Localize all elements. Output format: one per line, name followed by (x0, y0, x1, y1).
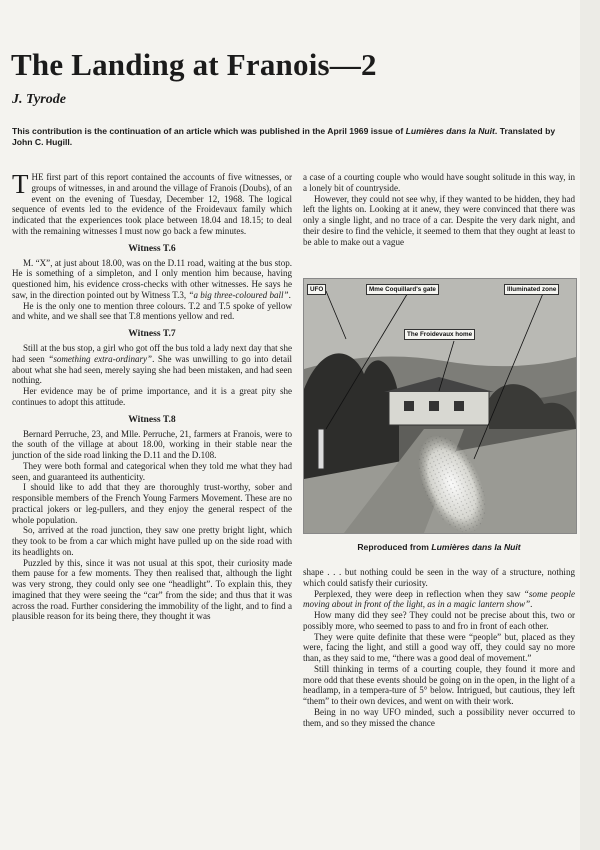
adjacent-page-edge (580, 0, 600, 850)
house-window (454, 401, 464, 411)
t6-quote: “a big three-coloured ball” (188, 289, 289, 300)
label-gate: Mme Coquillard's gate (366, 284, 439, 295)
t8-paragraph-4: So, arrived at the road junction, they saw one pretty bright light, which they took to be from a car which might have pulled up on the side road with its headlights on. (12, 525, 292, 557)
photo-illustration (304, 279, 576, 533)
opening-text: HE first part of this report contained the accounts of five witnesses, or groups of witnesses, in and around the village of Franois (Doubs), of an event on the evening of Tuesday, December 12, 1968. The logical sequence of events led to the evidence of the Froidevaux family which indicated that the experiences took place between 18.04 and 18.15; to deal with the remaining witnesses I must now go back a few minutes. (12, 172, 292, 236)
intro-note (12, 126, 567, 148)
t6-paragraph-2: He is the only one to mention three colours. T.2 and T.5 spoke of yellow and white, and we shall see that T.8 mentions yellow and red. (12, 300, 292, 322)
drop-cap: T (12, 169, 29, 199)
figure-caption (303, 542, 575, 552)
p4-quote: “some people moving about in front of the light, as in a magic lantern show” (303, 588, 575, 610)
author-byline: J. Tyrode (12, 92, 66, 107)
intro-text-a: This contribution is the continuation of an article which was published in the April 1969 issue of (12, 126, 406, 136)
t6-text-b: . (288, 289, 291, 300)
opening-paragraph (12, 169, 292, 237)
article-title: The Landing at Franois—2 (11, 47, 377, 82)
caption-text: Reproduced from (357, 542, 432, 552)
house-window (429, 401, 439, 411)
t8-paragraph-1: Bernard Perruche, 23, and Mlle. Perruche, 21, farmers at Franois, were to the south of the village at about 18.00, working in their stable near the junction of the side road linking the D.11 and the D.108. (12, 428, 292, 460)
intro-text-b: . Translated by John C. Hugill. (12, 126, 556, 147)
gate-post (318, 429, 324, 469)
caption-publication: Lumières dans la Nuit (431, 542, 521, 552)
heading-witness-t6: Witness T.6 (128, 242, 176, 254)
right-paragraph-4 (303, 589, 575, 611)
p4-text-b: . (530, 599, 533, 610)
t6-paragraph-1 (12, 258, 292, 301)
t8-paragraph-3: I should like to add that they are thoroughly trust-worthy, sober and responsible members of the French Young Farmers Movement. These are no practical jokers or leg-pullers, and they enjoy the general respect of the whole population. (12, 482, 292, 525)
house-window (404, 401, 414, 411)
label-home: The Froidevaux home (404, 329, 475, 340)
t8-paragraph-2: They were both formal and categorical when they told me what they had seen, and guaranteed its authenticity. (12, 460, 292, 482)
intro-publication: Lumières dans la Nuit (405, 126, 495, 136)
right-paragraph-3: shape . . . but nothing could be seen in the way of a structure, nothing which could satisfy their curiosity. (303, 567, 575, 588)
t6-text-a: M. “X”, at just about 18.00, was on the D.11 road, waiting at the bus stop. He is something of a simpleton, and I only mention him because, having questioned him, his evidence cross-checks with other witnesses. He says he saw, in the direction pointed out by Witness T.3, (12, 257, 292, 300)
t7-text-b: . She was unwilling to go into detail about what she had seen, merely saying she had been mistaken, and had seen nothing. (12, 353, 292, 386)
t7-quote: “something extra-ordinary” (48, 353, 153, 364)
heading-witness-t8: Witness T.8 (128, 413, 176, 425)
right-column-top (303, 172, 575, 247)
left-column (12, 169, 292, 622)
right-paragraph-1: a case of a courting couple who would have sought solitude in this way, in a lonely bit of countryside. (303, 172, 575, 193)
right-column-bottom (303, 567, 575, 728)
right-paragraph-5: How many did they see? They could not be precise about this, two or possibly more, who seemed to pass to and fro in front of each other. (303, 610, 575, 631)
heading-witness-t7: Witness T.7 (128, 328, 176, 339)
label-ufo: UFO (307, 284, 326, 295)
right-paragraph-6: They were quite definite that these were “people” but, placed as they were, facing the light, and still a good way off, they could say no more than, as they said to me, “there was a good deal of movement.” (303, 631, 575, 663)
landing-site-photo (303, 278, 577, 534)
label-zone: Illuminated zone (504, 284, 559, 295)
t8-paragraph-5: Puzzled by this, since it was not usual at this spot, their curiosity made them pause for a few moments. They then realised that, although the light was very strong, they could only see one “headlight”. To explain this, they imagined that they were seeing the “car” from the side; and thus that it was across the road. Further considering the immobility of the light, and to find a plausible reason for its being there, they thought it was (12, 557, 292, 622)
right-paragraph-8: Being in no way UFO minded, such a possibility never occurred to them, and so they missed the chance (303, 706, 575, 728)
t7-paragraph-2: Her evidence may be of prime importance, and it is a great pity she continues to adopt this attitude. (12, 386, 292, 407)
right-paragraph-7: Still thinking in terms of a courting couple, they found it more and more odd that these events should be going on in the open, in the light of a headlamp, in a tempera-ture of 5° below. Intrigued, but cautious, they left “them” to their own devices, and went on with their work. (303, 663, 575, 706)
t7-paragraph-1 (12, 343, 292, 386)
p4-text-a: Perplexed, they were deep in reflection when they saw (314, 588, 524, 599)
right-paragraph-2: However, they could not see why, if they wanted to be hidden, they had left the lights on. Looking at it anew, they were convinced that there was only a single light, and no trace of a car. Despite the very dark night, and their desire to find the vehicle, it seemed to them that they ought at least to be able to make out a vague (303, 193, 575, 247)
t7-text-a: Still at the bus stop, a girl who got off the bus told a lady next day that she had seen (12, 343, 292, 364)
